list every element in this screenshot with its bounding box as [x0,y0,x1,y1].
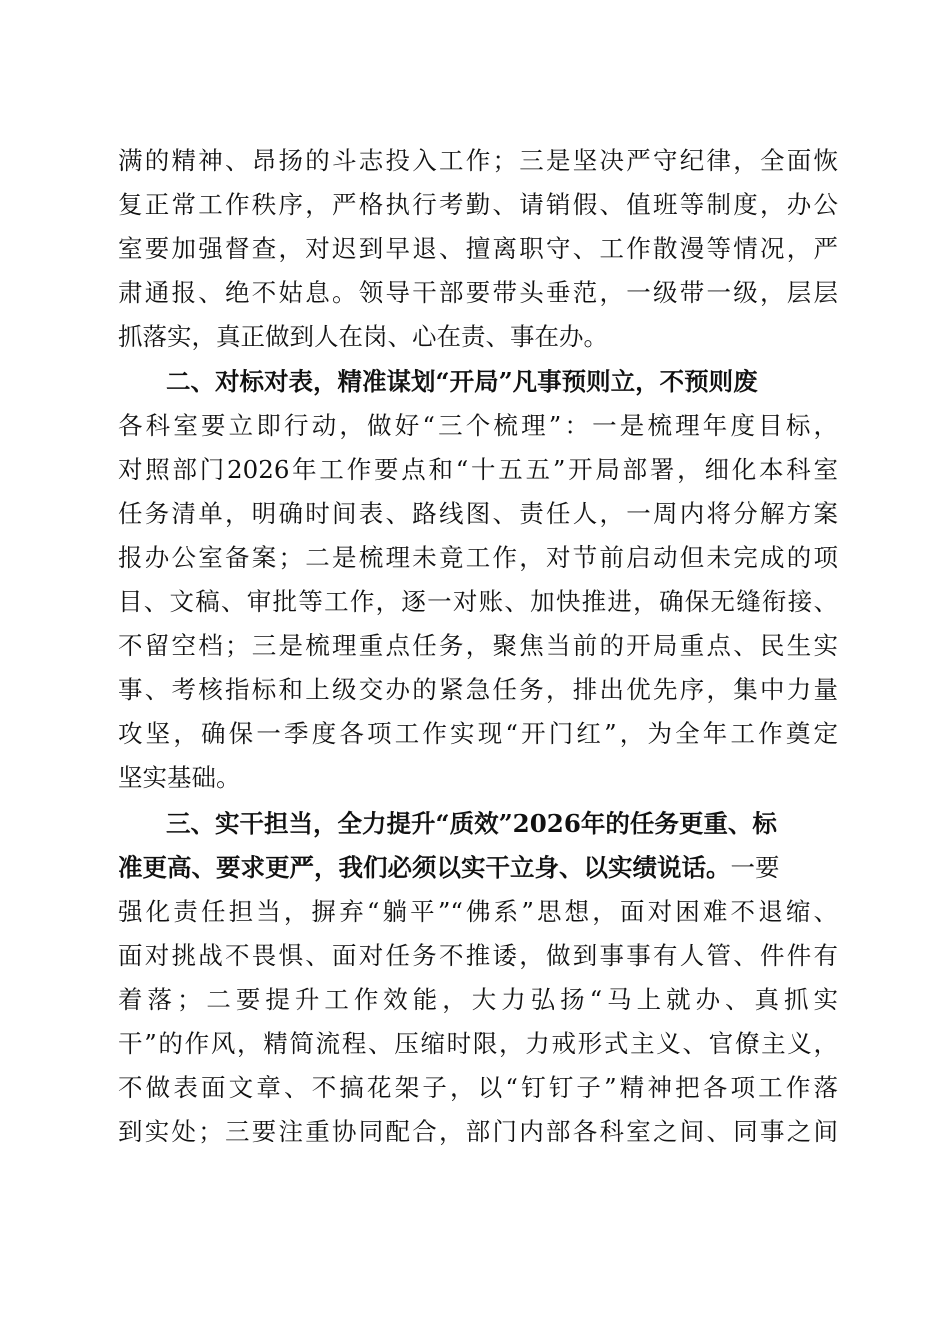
text-line-7: 各科室要立即行动，做好“三个梳理”：一是梳理年度目标， [118,411,838,440]
text-line-4: 肃通报、绝不姑息。领导干部要带头垂范，一级带一级，层层 [118,278,838,307]
text-line-14: 攻坚，确保一季度各项工作实现“开门红”，为全年工作奠定 [118,719,838,748]
text-line-2: 复正常工作秩序，严格执行考勤、请销假、值班等制度，办公 [118,190,838,219]
text-line-10: 报办公室备案；二是梳理未竟工作，对节前启动但未完成的项 [118,543,838,572]
text-line-3: 室要加强督查，对迟到早退、擅离职守、工作散漫等情况，严 [118,234,838,263]
text-line-20: 着落；二要提升工作效能，大力弘扬“马上就办、真抓实 [118,985,838,1014]
text-line-21: 干”的作风，精简流程、压缩时限，力戒形式主义、官僚主义， [118,1029,838,1058]
text-line-15: 坚实基础。 [118,763,241,792]
text-line-5: 抓落实，真正做到人在岗、心在责、事在办。 [118,322,608,351]
text-line-8: 对照部门2026年工作要点和“十五五”开局部署，细化本科室 [118,455,838,484]
text-line-17-tail: 一要 [730,853,780,882]
text-line-9: 任务清单，明确时间表、路线图、责任人，一周内将分解方案 [118,499,838,528]
text-line-18: 强化责任担当，摒弃“躺平”“佛系”思想，面对困难不退缩、 [118,897,838,926]
section-heading-2: 二、对标对表，精准谋划“开局”凡事预则立，不预则废 [166,367,758,396]
text-line-11: 目、文稿、审批等工作，逐一对账、加快推进，确保无缝衔接、 [118,587,838,616]
text-line-19: 面对挑战不畏惧、面对任务不推诿，做到事事有人管、件件有 [118,941,838,970]
section-heading-3: 三、实干担当，全力提升“质效”2026年的任务更重、标 [166,809,777,838]
text-line-22: 不做表面文章、不搞花架子，以“钉钉子”精神把各项工作落 [118,1073,838,1102]
text-line-23: 到实处；三要注重协同配合，部门内部各科室之间、同事之间 [118,1117,838,1146]
text-line-13: 事、考核指标和上级交办的紧急任务，排出优先序，集中力量 [118,675,838,704]
section-heading-3-continued: 准更高、要求更严，我们必须以实干立身、以实绩说话。 [118,853,731,882]
text-line-1: 满的精神、昂扬的斗志投入工作；三是坚决严守纪律，全面恢 [118,146,838,175]
text-line-12: 不留空档；三是梳理重点任务，聚焦当前的开局重点、民生实 [118,631,838,660]
text-line-17 [118,853,838,883]
